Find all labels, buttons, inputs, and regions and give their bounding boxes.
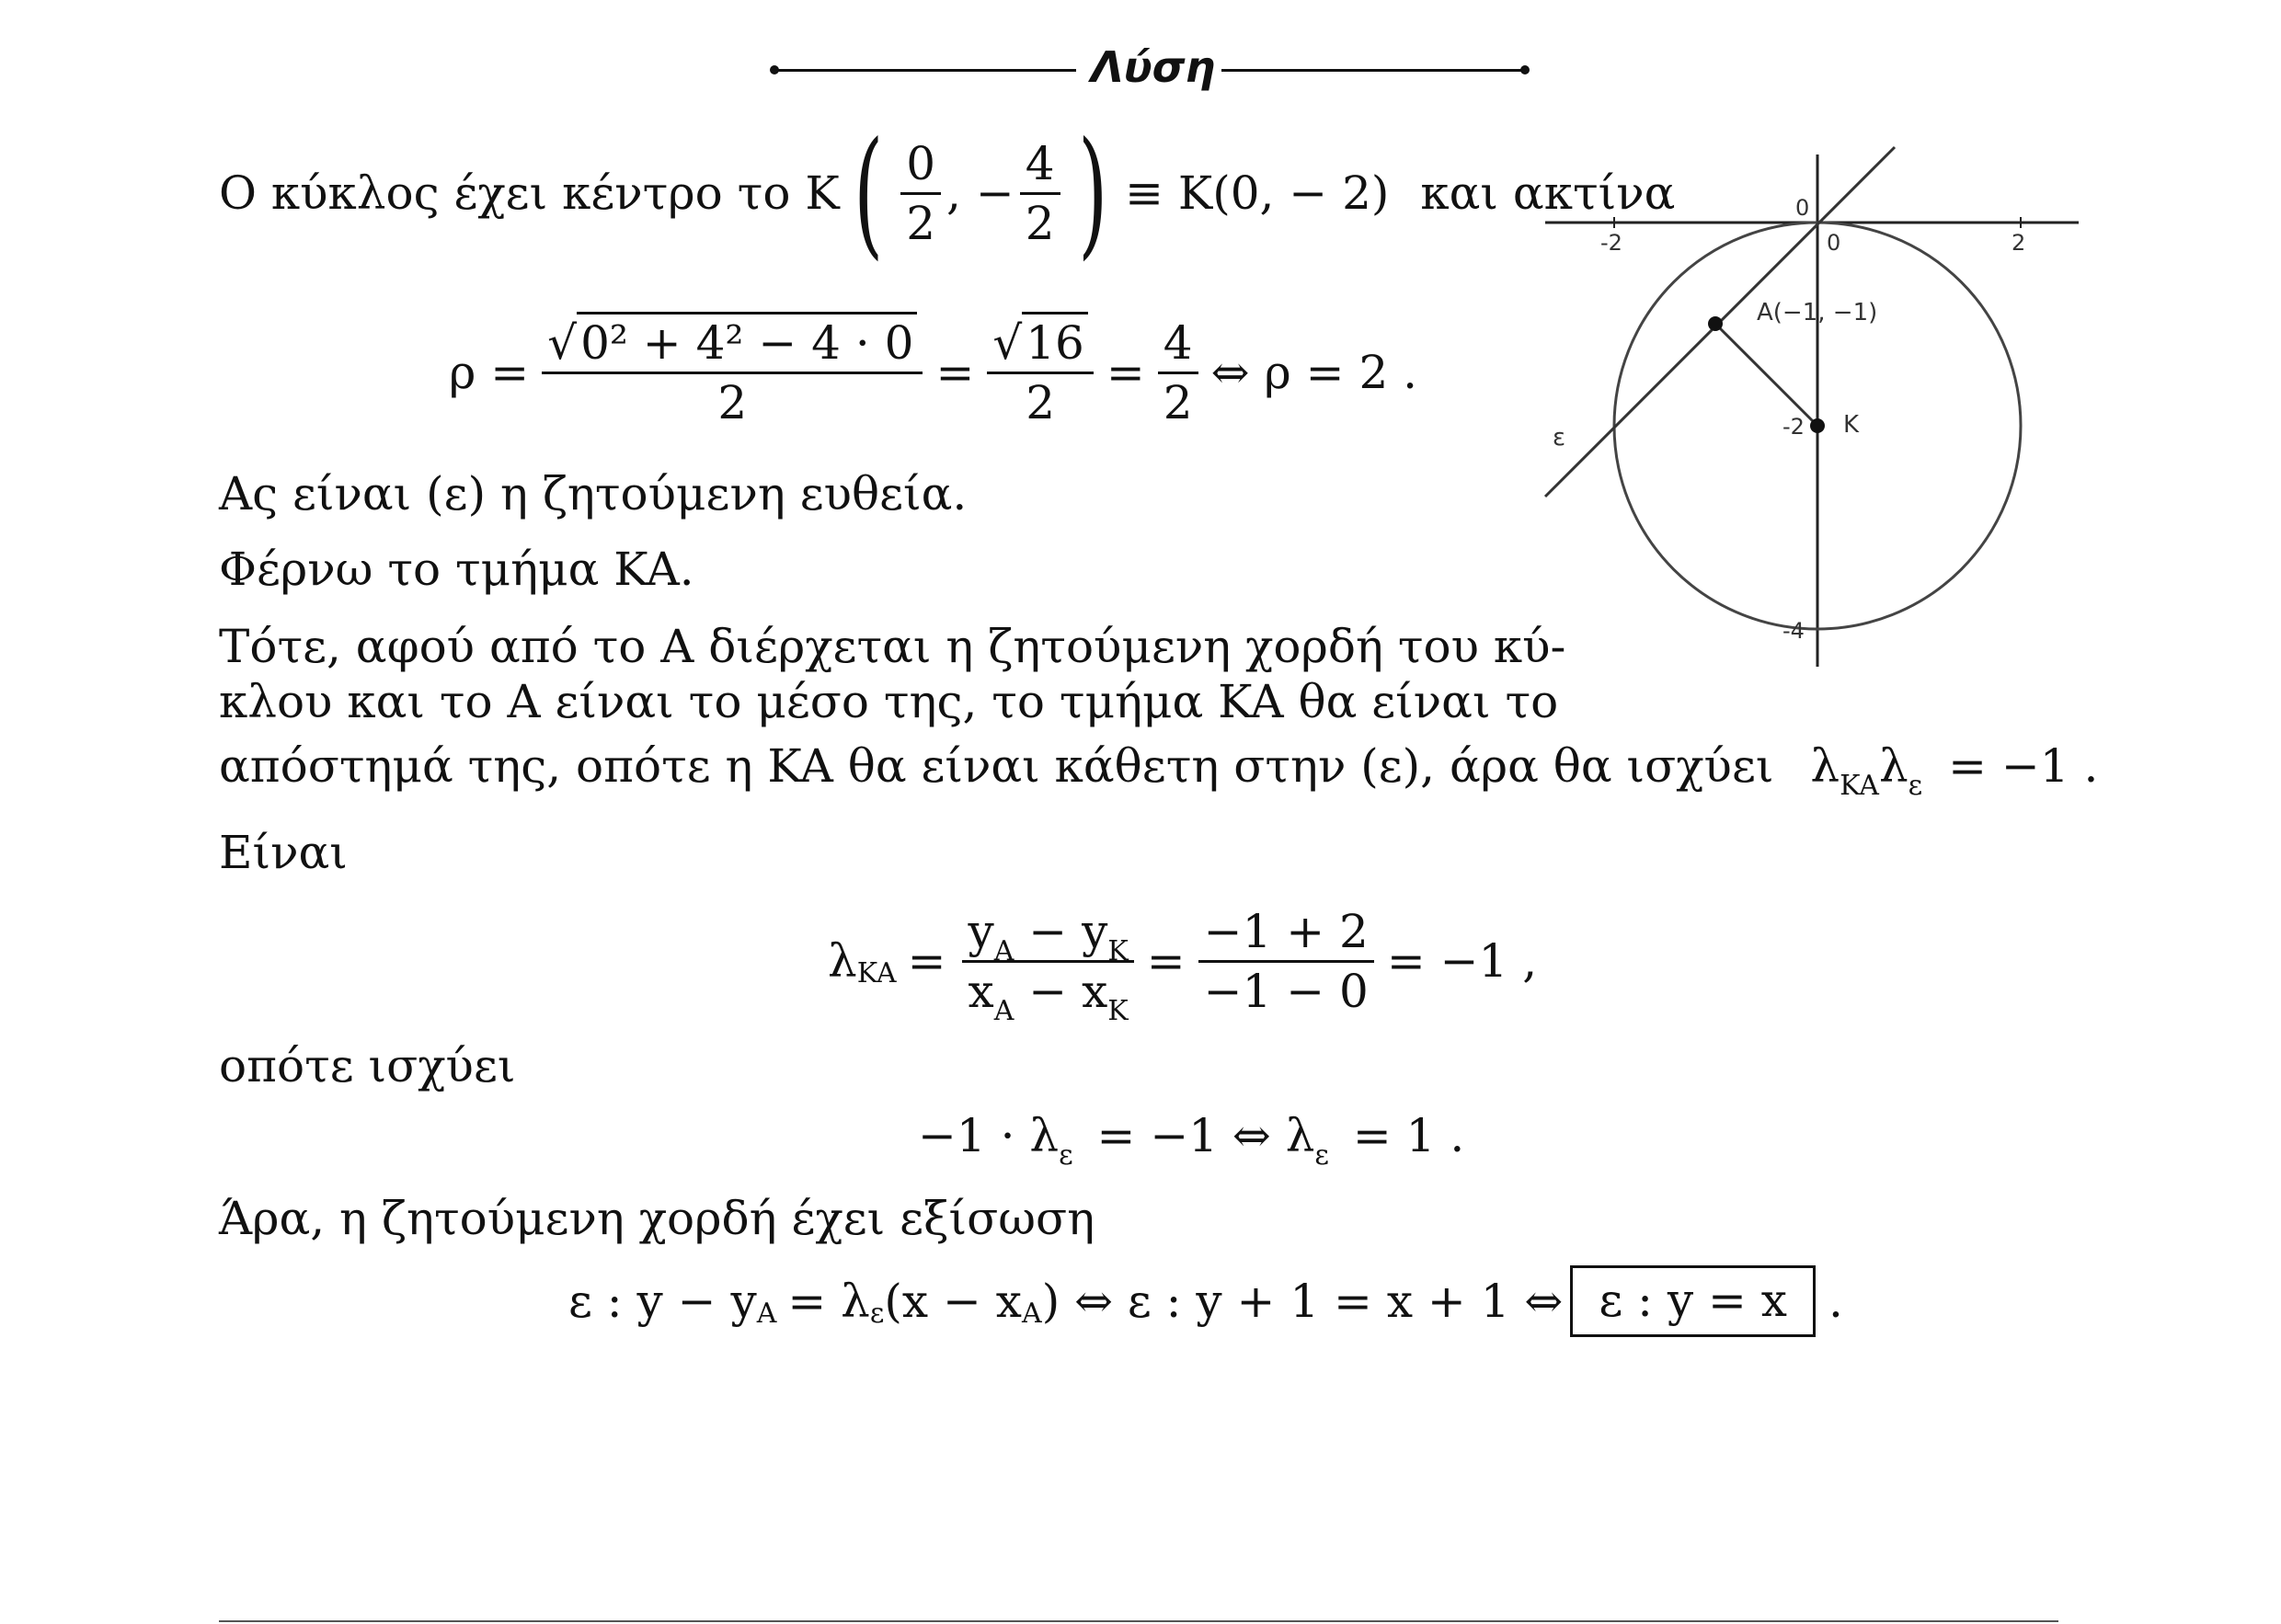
eq-2: = xyxy=(1106,346,1145,399)
header-right-rule xyxy=(1221,69,1525,72)
center-prefix: Ο κύκλος έχει κέντρο το K xyxy=(219,166,840,220)
tick-label-yneg2: -2 xyxy=(1782,414,1805,440)
frac-0-over-2: $\frac{0}{2}$ xyxy=(900,141,941,246)
slope-frac-1: $\frac{y_A - y_K}{x_A - x_K}$ xyxy=(962,909,1133,1014)
line-1: Ας είναι (ε) η ζητούμενη ευθεία. xyxy=(219,467,968,520)
point-a xyxy=(1708,316,1723,331)
frac-4-over-2: $\frac{4}{2}$ xyxy=(1020,141,1060,246)
line-5: απόστημά της, οπότε η KA θα είναι κάθετη στην (ε), άρα θα ισχύει $\lambda_{KA}\lambda_\varepsilon = -1$ . xyxy=(219,739,2099,802)
final-equation: ε : y − y A = λ ε (x − x A ) ⇔ ε : y + 1 = x + 1 ⇔ ε : y = x . xyxy=(568,1265,1843,1337)
label-point-a: A(−1, −1) xyxy=(1757,299,1878,326)
opote-line: οπότε ισχύει xyxy=(219,1039,516,1092)
line-5-lambda: λ xyxy=(1810,739,1840,793)
label-point-k: K xyxy=(1843,411,1860,439)
center-equiv: ≡ K(0, − 2) xyxy=(1125,166,1390,220)
radius-frac-1: $\frac{\text{√0² + 4² − 4 · 0}}{2}$ xyxy=(542,320,923,426)
tick-label-x2: 2 xyxy=(2012,230,2026,256)
einai-line: Είναι xyxy=(219,826,348,879)
label-line-epsilon: ε xyxy=(1553,424,1566,452)
slope-equation: λ KA = $\frac{y_A - y_K}{x_A - x_K}$ = $\frac{-1 + 2}{-1 - 0}$ = −1 , xyxy=(828,904,1538,1027)
right-paren: ) xyxy=(1077,113,1107,273)
tick-label-x0: 0 xyxy=(1827,230,1841,256)
radius-frac-2: $\frac{√16}{2}$ xyxy=(987,320,1094,426)
sqrt-content: 0² + 4² − 4 · 0 xyxy=(577,312,917,370)
circle-figure xyxy=(1527,138,2079,680)
tick-label-y0: 0 xyxy=(1795,195,1810,221)
ara-line: Άρα, η ζητούμενη χορδή έχει εξίσωση xyxy=(219,1192,1095,1245)
header-left-rule xyxy=(774,69,1076,72)
slope-frac-2: $\frac{-1 + 2}{-1 - 0}$ xyxy=(1198,909,1374,1014)
left-paren: ( xyxy=(853,113,884,273)
center-sep: , − xyxy=(946,166,1014,220)
footer-rule xyxy=(219,1620,2058,1622)
radius-tail: ⇔ ρ = 2 . xyxy=(1210,346,1418,399)
header-right-dot xyxy=(1520,65,1530,74)
answer-box: ε : y = x xyxy=(1570,1265,1816,1337)
tick-label-xneg2: -2 xyxy=(1600,230,1622,256)
center-suffix: και ακτίνα xyxy=(1420,166,1676,220)
line-3: Τότε, αφού από το A διέρχεται η ζητούμενη χορδή του κύ- xyxy=(219,620,1566,673)
rho-lhs: ρ = xyxy=(449,346,530,399)
section-title: Λύση xyxy=(1091,42,1216,92)
radius-frac-3: $\frac{4}{2}$ xyxy=(1158,320,1198,426)
perp-equation: $-1 \cdot \lambda_\varepsilon = -1$ ⇔ $\lambda_\varepsilon = 1$ . xyxy=(918,1109,1465,1172)
segment-ka xyxy=(1715,324,1817,426)
tick-label-yneg4: -4 xyxy=(1782,618,1805,644)
line-4: κλου και το A είναι το μέσο της, το τμήμα KA θα είναι το xyxy=(219,675,1559,728)
line-2: Φέρνω το τμήμα KA. xyxy=(219,543,694,596)
point-k xyxy=(1810,418,1825,433)
center-sentence xyxy=(219,113,1676,273)
eq-1: = xyxy=(935,346,975,399)
radius-equation xyxy=(449,308,1417,437)
